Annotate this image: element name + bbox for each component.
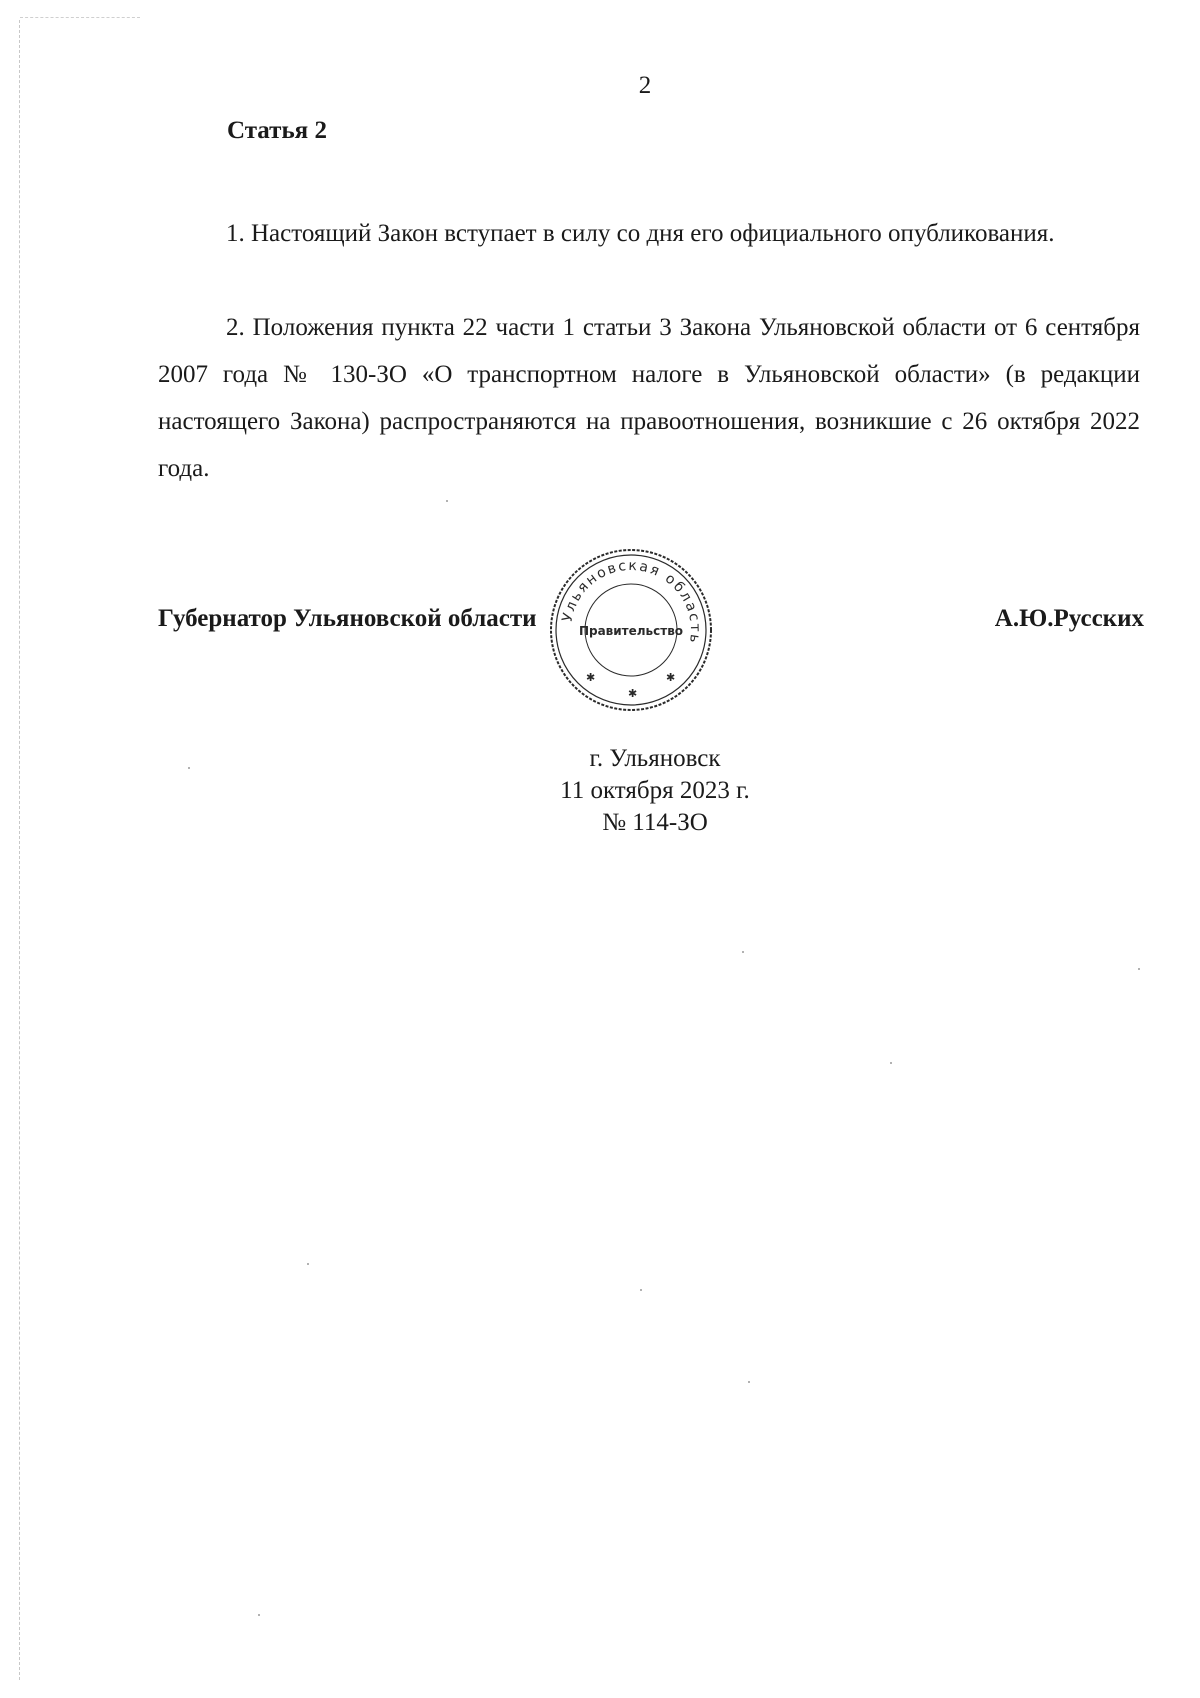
svg-text:✱: ✱ <box>666 671 676 684</box>
scan-speck <box>640 1289 642 1291</box>
scan-speck <box>890 1062 892 1064</box>
article-paragraph-1: 1. Настоящий Закон вступает в силу со дня его официального опубликования. <box>226 220 1055 247</box>
seal-star-icon <box>586 671 675 700</box>
article-paragraph-2: 2. Положения пункта 22 части 1 статьи 3 Закона Ульяновской области от 6 сентября 2007 года № 130-ЗО «О транспортном налоге в Ульяновской области» (в редакции настоящего Закона) распространяются на правоотношения, возникшие с 26 октября 2022 года. <box>158 314 1140 482</box>
signatory-name: А.Ю.Русских <box>994 605 1144 632</box>
scan-speck <box>258 1614 260 1616</box>
city-line: г. Ульяновск <box>589 745 721 772</box>
signatory-title: Губернатор Ульяновской области <box>158 605 537 632</box>
seal-outer-text: Ульяновская область <box>559 557 704 646</box>
scan-speck <box>1138 968 1140 970</box>
page-number: 2 <box>638 72 652 99</box>
law-number-line: № 114-ЗО <box>602 809 708 836</box>
article-heading: Статья 2 <box>227 117 327 144</box>
date-line: 11 октября 2023 г. <box>560 777 750 804</box>
svg-text:✱: ✱ <box>628 687 638 700</box>
official-seal-stamp <box>548 547 714 713</box>
svg-text:✱: ✱ <box>586 671 596 684</box>
document-footer <box>500 743 810 839</box>
scan-speck <box>307 1263 309 1265</box>
scan-speck <box>188 767 190 769</box>
scan-top-mark <box>20 17 140 18</box>
seal-inner-text: Правительство <box>578 624 684 638</box>
scan-speck <box>748 1381 750 1383</box>
scan-speck <box>446 500 448 502</box>
scan-margin-line <box>19 20 20 1680</box>
scan-speck <box>742 951 744 953</box>
